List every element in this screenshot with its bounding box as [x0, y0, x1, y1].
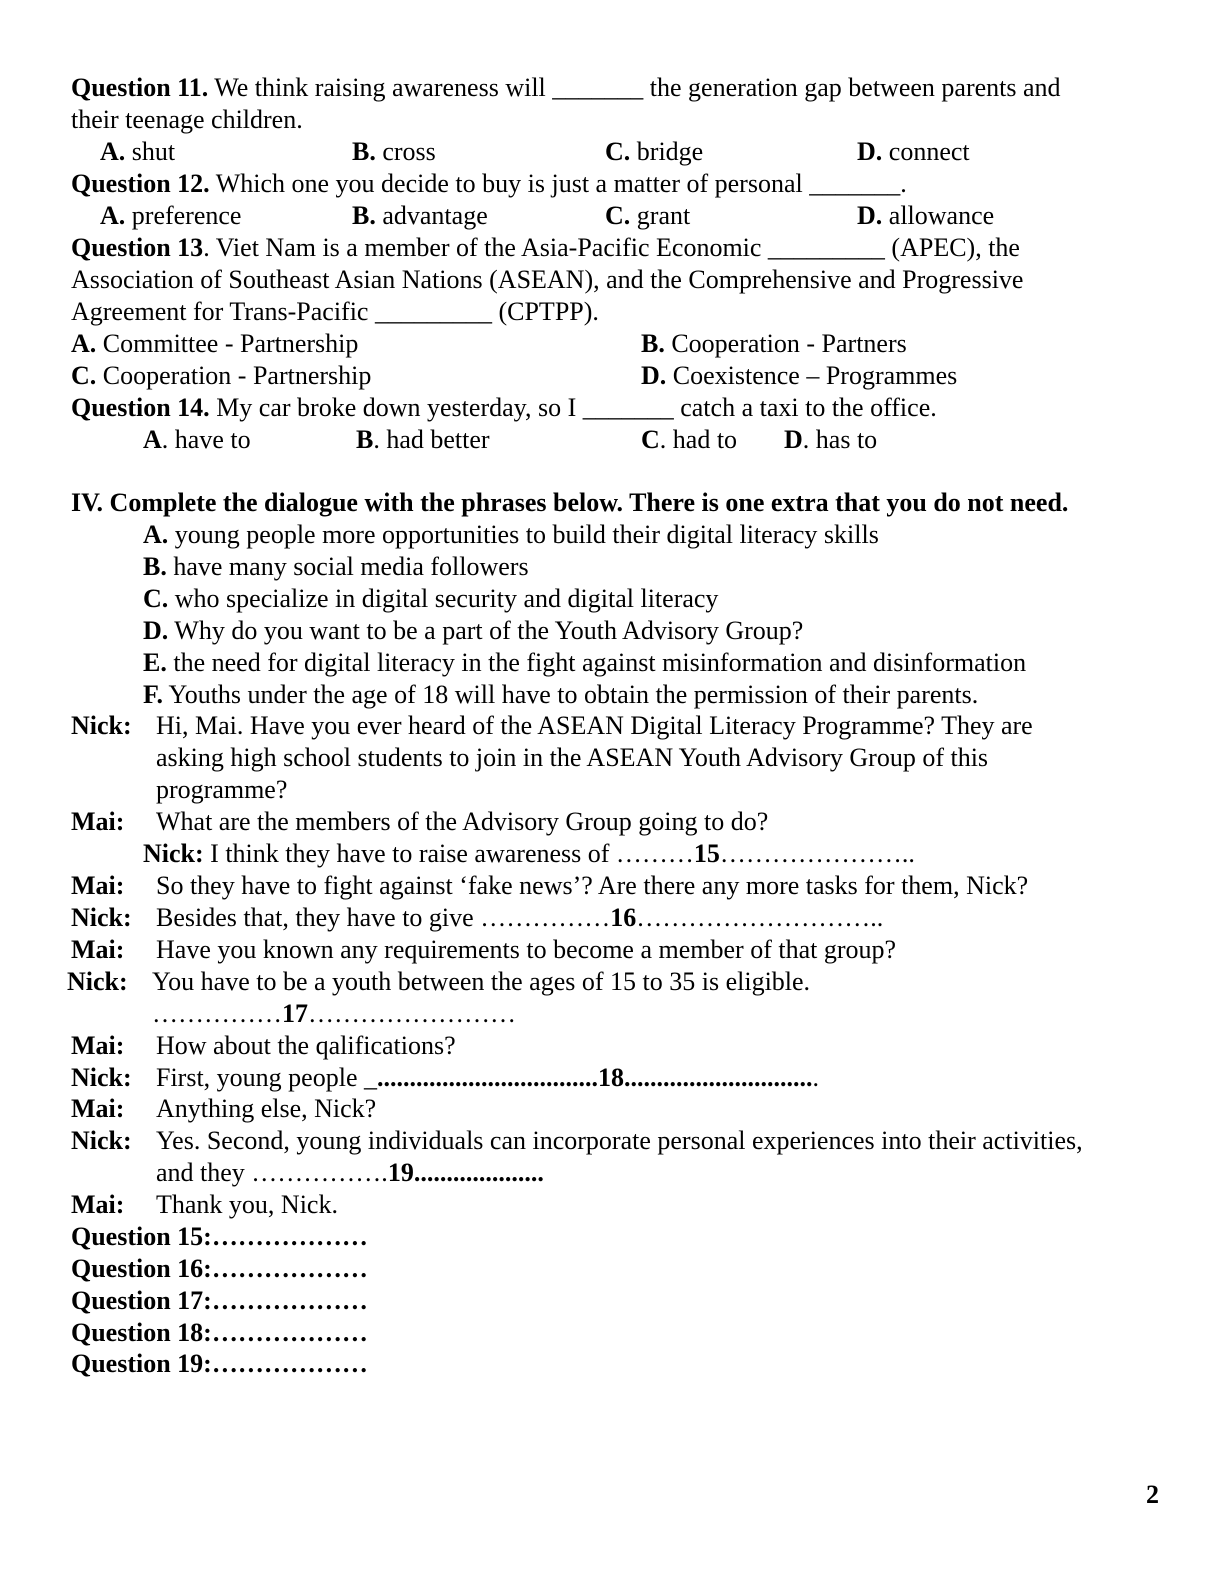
dialogue-line: Have you known any requirements to become a member of that group? — [156, 935, 897, 964]
question-11-text: We think raising awareness will _______ the generation gap between parents and — [208, 73, 1061, 102]
dialogue-line: Anything else, Nick? — [156, 1094, 377, 1123]
question-14-option-b[interactable]: B. had better — [356, 425, 490, 454]
question-11-label: Question 11. — [71, 73, 209, 102]
dialogue-line-blank-18: First, young people _..................................18.............................. — [156, 1063, 819, 1092]
section-4-heading: IV. Complete the dialogue with the phrases below. There is one extra that you do not need. — [71, 488, 1069, 517]
dialogue-speaker-mai: Mai: — [71, 807, 125, 836]
dialogue-speaker-nick: Nick: — [67, 967, 128, 996]
question-12-option-a[interactable]: A. preference — [100, 201, 242, 230]
dialogue-speaker-nick: Nick: — [71, 903, 132, 932]
phrase-b: B. have many social media followers — [143, 552, 529, 581]
dialogue-speaker-mai: Mai: — [71, 1031, 125, 1060]
answer-question-15[interactable]: Question 15:……………… — [71, 1222, 368, 1251]
dialogue-line: Thank you, Nick. — [156, 1190, 338, 1219]
question-13-line-3: Agreement for Trans-Pacific _________ (CPTPP). — [71, 297, 599, 326]
question-14-label: Question 14. — [71, 393, 210, 422]
phrase-d: D. Why do you want to be a part of the Youth Advisory Group? — [143, 616, 804, 645]
answer-question-17[interactable]: Question 17:……………… — [71, 1286, 368, 1315]
question-13-option-a[interactable]: A. Committee - Partnership — [71, 329, 359, 358]
dialogue-speaker-nick: Nick: — [71, 1126, 132, 1155]
question-12-option-b[interactable]: B. advantage — [352, 201, 488, 230]
dialogue-line: asking high school students to join in the ASEAN Youth Advisory Group of this — [156, 743, 989, 772]
blank-15[interactable]: 15 — [693, 839, 720, 868]
dialogue-speaker-mai: Mai: — [71, 1190, 125, 1219]
phrase-f: F. Youths under the age of 18 will have to obtain the permission of their parents. — [143, 680, 979, 709]
question-12-option-c[interactable]: C. grant — [605, 201, 691, 230]
question-12-label: Question 12. — [71, 169, 210, 198]
dialogue-speaker-nick: Nick: — [71, 711, 132, 740]
question-13-option-c[interactable]: C. Cooperation - Partnership — [71, 361, 372, 390]
blank-19[interactable]: 19 — [387, 1158, 414, 1187]
dialogue-line: Hi, Mai. Have you ever heard of the ASEAN Digital Literacy Programme? They are — [156, 711, 1033, 740]
question-13-line-1: Question 13. Viet Nam is a member of the Asia-Pacific Economic _________ (APEC), the — [71, 233, 1020, 262]
question-11-option-b[interactable]: B. cross — [352, 137, 436, 166]
question-14-line-1: Question 14. My car broke down yesterday, so I _______ catch a taxi to the office. — [71, 393, 937, 422]
phrase-e: E. the need for digital literacy in the fight against misinformation and disinformation — [143, 648, 1027, 677]
dialogue-speaker-mai: Mai: — [71, 935, 125, 964]
phrase-c: C. who specialize in digital security and digital literacy — [143, 584, 719, 613]
question-14-option-d[interactable]: D. has to — [784, 425, 878, 454]
question-12-line-1: Question 12. Which one you decide to buy is just a matter of personal _______. — [71, 169, 907, 198]
question-14-option-c[interactable]: C. had to — [641, 425, 738, 454]
dialogue-line: programme? — [156, 775, 288, 804]
phrase-a: A. young people more opportunities to build their digital literacy skills — [143, 520, 879, 549]
dialogue-line: So they have to fight against ‘fake news’? Are there any more tasks for them, Nick? — [156, 871, 1029, 900]
answer-question-19[interactable]: Question 19:……………… — [71, 1349, 368, 1378]
dialogue-speaker-mai: Mai: — [71, 871, 125, 900]
blank-18[interactable]: 18 — [598, 1063, 624, 1092]
dialogue-line: What are the members of the Advisory Group going to do? — [156, 807, 769, 836]
question-13-option-b[interactable]: B. Cooperation - Partners — [641, 329, 907, 358]
question-13-line-2: Association of Southeast Asian Nations (ASEAN), and the Comprehensive and Progressive — [71, 265, 1024, 294]
answer-question-16[interactable]: Question 16:……………… — [71, 1254, 368, 1283]
dialogue-speaker-mai: Mai: — [71, 1094, 125, 1123]
question-11-option-d[interactable]: D. connect — [857, 137, 970, 166]
dialogue-speaker-nick: Nick: — [71, 1063, 132, 1092]
question-12-option-d[interactable]: D. allowance — [857, 201, 995, 230]
dialogue-line: Yes. Second, young individuals can incorporate personal experiences into their activities, — [156, 1126, 1083, 1155]
blank-16[interactable]: 16 — [610, 903, 637, 932]
dialogue-line: How about the qalifications? — [156, 1031, 456, 1060]
question-14-option-a[interactable]: A. have to — [143, 425, 251, 454]
dialogue-line-blank-17: ……………17…………………… — [152, 999, 516, 1028]
answer-question-18[interactable]: Question 18:……………… — [71, 1318, 368, 1347]
question-11-line-2: their teenage children. — [71, 105, 303, 134]
dialogue-speaker-nick: Nick: — [143, 839, 204, 868]
question-11-option-a[interactable]: A. shut — [100, 137, 176, 166]
question-13-option-d[interactable]: D. Coexistence – Programmes — [641, 361, 958, 390]
page-number: 2 — [1146, 1480, 1159, 1509]
question-13-label: Question 13 — [71, 233, 204, 262]
question-11-option-c[interactable]: C. bridge — [605, 137, 704, 166]
dialogue-line: You have to be a youth between the ages of 15 to 35 is eligible. — [152, 967, 811, 996]
blank-17[interactable]: 17 — [282, 999, 308, 1028]
dialogue-line-blank-15: Nick: I think they have to raise awareness of ………15………………….. — [143, 839, 915, 868]
dialogue-line-blank-19: and they …………….19.................... — [156, 1158, 544, 1187]
question-11-line-1 — [71, 72, 1061, 104]
dialogue-line-blank-16: Besides that, they have to give ……………16……………………….. — [156, 903, 884, 932]
